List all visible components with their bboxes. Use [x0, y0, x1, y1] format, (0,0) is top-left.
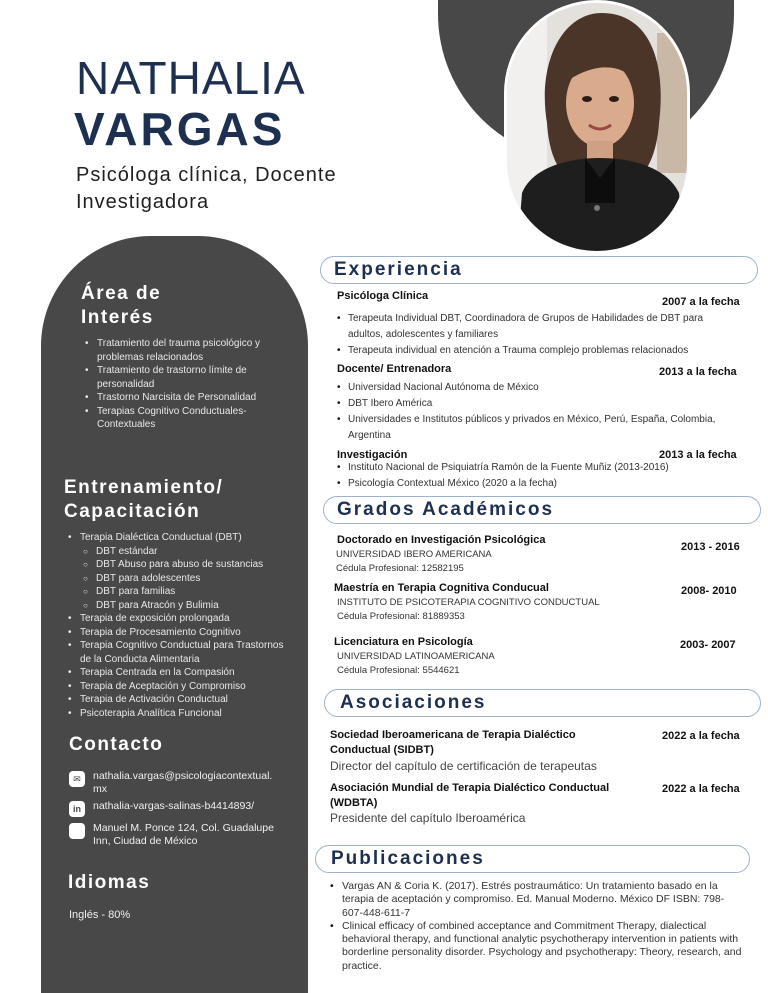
degree-date: 2008- 2010: [681, 585, 737, 597]
publications-heading: Publicaciones: [331, 848, 485, 869]
list-item: • Universidad Nacional Autónoma de México: [337, 380, 747, 396]
interest-list: [85, 337, 275, 432]
email-line-2: mx: [93, 783, 107, 795]
association-date: 2022 a la fecha: [662, 730, 740, 742]
association-name: [330, 781, 609, 811]
mail-icon: ✉: [69, 771, 85, 787]
training-heading-line-2: Capacitación: [64, 501, 201, 522]
job-date: 2013 a la fecha: [659, 449, 737, 461]
sidebar: [41, 236, 308, 993]
training-heading: [64, 476, 223, 524]
job-title: Investigación: [337, 449, 408, 461]
list-item: • Terapia Dialéctica Conductual (DBT): [68, 531, 288, 545]
training-list: [68, 531, 288, 720]
degree-institution: [336, 548, 492, 576]
experience-heading: Experiencia: [334, 259, 463, 280]
degree-date: 2003- 2007: [680, 639, 736, 651]
list-item: • Instituto Nacional de Psiquiatría Ramón de la Fuente Muñiz (2013-2016): [337, 460, 747, 476]
list-item: • Terapias Cognitivo Conductuales-Contextuales: [85, 405, 275, 432]
association-name-line-1: Asociación Mundial de Terapia Dialéctico Conductual: [330, 782, 610, 794]
contact-email[interactable]: [69, 770, 299, 796]
professional-role: [76, 162, 406, 216]
first-name: NATHALIA: [76, 52, 306, 104]
job-date: 2013 a la fecha: [659, 366, 737, 378]
school-name: INSTITUTO DE PSICOTERAPIA COGNITIVO CONDUCTUAL: [337, 597, 600, 608]
training-heading-line-1: Entrenamiento/: [64, 477, 224, 498]
contact-heading: Contacto: [69, 734, 164, 755]
list-item: • Terapia Centrada en la Compasión: [68, 666, 288, 680]
school-name: UNIVERSIDAD IBERO AMERICANA: [336, 549, 492, 560]
list-item: • Terapia de Aceptación y Compromiso: [68, 680, 288, 694]
profile-photo: [504, 0, 690, 254]
school-name: UNIVERSIDAD LATINOAMERICANA: [337, 651, 495, 662]
list-item: • Psicoterapia Analítica Funcional: [68, 707, 288, 721]
email-line-1: nathalia.vargas@psicologiacontextual.: [93, 770, 273, 782]
job-date: 2007 a la fecha: [662, 296, 740, 308]
list-item: • Terapeuta individual en atención a Trauma complejo problemas relacionados: [337, 343, 737, 359]
association-date: 2022 a la fecha: [662, 783, 740, 795]
degree-institution: [337, 596, 600, 624]
sub-list-item: ○ DBT Abuso para abuso de sustancias: [68, 558, 288, 572]
sub-list-item: ○ DBT para Atracón y Bulimia: [68, 599, 288, 613]
interest-heading-line-1: Área de: [81, 283, 162, 304]
degree-institution: [337, 650, 495, 678]
list-item: • Psicología Contextual México (2020 a la fecha): [337, 476, 747, 492]
role-line-2: Investigadora: [76, 191, 210, 213]
association-name-line-1: Sociedad Iberoamericana de Terapia Dialéctico: [330, 729, 576, 741]
job-duties: [337, 380, 747, 444]
list-item: • Tratamiento del trauma psicológico y problemas relacionados: [85, 337, 275, 364]
list-item: • Trastorno Narcisita de Personalidad: [85, 391, 275, 405]
cedula: Cédula Profesional: 12582195: [336, 563, 464, 574]
publications-list: [328, 880, 743, 973]
cedula: Cédula Profesional: 81889353: [337, 611, 465, 622]
sub-list-item: ○ DBT para adolescentes: [68, 572, 288, 586]
last-name: VARGAS: [74, 103, 286, 155]
email-text: [93, 770, 272, 796]
contact-linkedin[interactable]: [69, 800, 299, 817]
association-name: [330, 728, 576, 758]
linkedin-text: nathalia-vargas-salinas-b4414893/: [93, 800, 255, 812]
contact-address: [69, 822, 299, 848]
sub-list-item: ○ DBT para familias: [68, 585, 288, 599]
list-item: • Terapia Cognitivo Conductual para Trastornos de la Conducta Alimentaria: [68, 639, 288, 666]
job-title: Psicóloga Clínica: [337, 290, 429, 302]
list-item: • Universidades e Institutos públicos y privados en México, Perú, España, Colombia, Argentina: [337, 412, 747, 444]
degree-title: Doctorado en Investigación Psicológica: [337, 534, 546, 546]
job-title: Docente/ Entrenadora: [337, 363, 452, 375]
association-role: Director del capítulo de certificación de terapeutas: [330, 759, 597, 773]
association-name-line-2: (WDBTA): [330, 797, 378, 809]
association-name-line-2: Conductual (SIDBT): [330, 744, 434, 756]
linkedin-icon: in: [69, 801, 85, 817]
location-icon: [69, 823, 85, 839]
degree-title: Maestría en Terapia Cognitiva Conducual: [334, 582, 549, 594]
list-item: • Terapeuta Individual DBT, Coordinadora de Grupos de Habilidades de DBT para adultos, adolescentes y familiares: [337, 311, 737, 343]
address-text: [93, 822, 274, 848]
interest-heading-line-2: Interés: [81, 307, 154, 328]
list-item: • Terapia de exposición prolongada: [68, 612, 288, 626]
degree-date: 2013 - 2016: [681, 541, 740, 553]
degrees-heading: Grados Académicos: [337, 499, 555, 520]
role-line-1: Psicóloga clínica, Docente: [76, 164, 337, 186]
sub-list-item: ○ DBT estándar: [68, 545, 288, 559]
address-line-2: Inn, Ciudad de México: [93, 835, 198, 847]
list-item: • Clinical efficacy of combined acceptance and Commitment Therapy, dialectical behavioral therapy, and functional analytic psychotherapy intervention in patients with borderline personality disorder. Psychology and psychotherapy: Theory, research, and practice.: [328, 920, 743, 973]
interest-heading: [81, 282, 161, 330]
job-duties: [337, 311, 737, 359]
list-item: • Terapia de Procesamiento Cognitivo: [68, 626, 288, 640]
list-item: • Terapia de Activación Conductual: [68, 693, 288, 707]
list-item: • Tratamiento de trastorno límite de personalidad: [85, 364, 275, 391]
association-role: Presidente del capítulo Iberoamérica: [330, 811, 526, 825]
degree-title: Licenciatura en Psicología: [334, 636, 473, 648]
cedula: Cédula Profesional: 5544621: [337, 665, 460, 676]
list-item: • Vargas AN & Coria K. (2017). Estrés postraumático: Un tratamiento basado en la terapia de aceptación y compromiso. Ed. Manual Moderno. México DF ISBN: 798-607-448-611-7: [328, 880, 743, 920]
portrait-illustration: [507, 3, 690, 254]
list-item: • DBT Ibero América: [337, 396, 747, 412]
languages-heading: Idiomas: [68, 872, 151, 893]
associations-heading: Asociaciones: [340, 692, 487, 713]
address-line-1: Manuel M. Ponce 124, Col. Guadalupe: [93, 822, 274, 834]
language-item: Inglés - 80%: [69, 909, 131, 921]
job-duties: [337, 460, 747, 492]
